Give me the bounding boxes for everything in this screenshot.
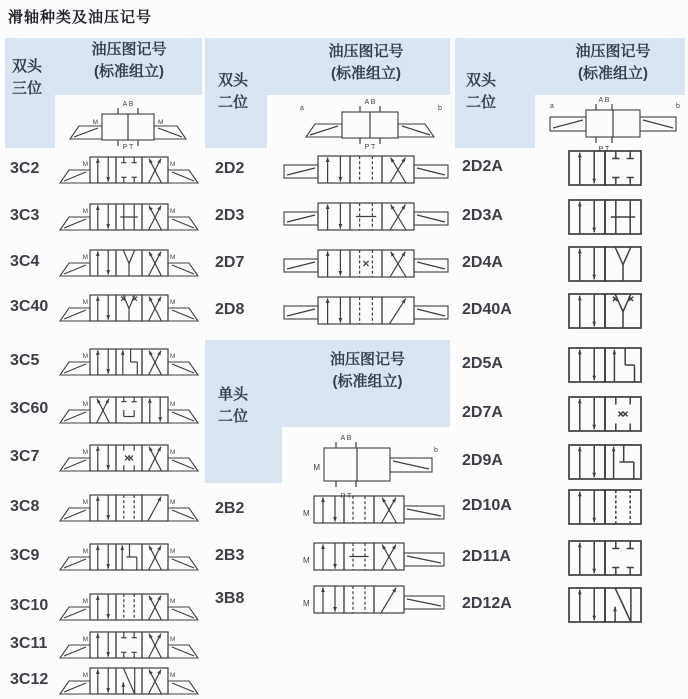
- header-symbol-mid: [294, 92, 446, 150]
- valve-code-2D12A: 2D12A: [462, 595, 512, 612]
- valve-symbol-2D40A: [567, 291, 643, 331]
- header-symbol-single: [286, 428, 454, 500]
- svg-text:M: M: [170, 353, 176, 360]
- symbol-header-title: 油压图记号: [329, 351, 405, 368]
- valve-symbol-2D11A: [567, 538, 643, 578]
- valve-code-2D9A: 2D9A: [462, 452, 503, 469]
- svg-text:M: M: [170, 636, 176, 643]
- svg-text:M: M: [170, 548, 176, 555]
- svg-text:M: M: [170, 161, 176, 168]
- svg-text:A B: A B: [364, 99, 376, 106]
- svg-text:P T: P T: [598, 146, 610, 152]
- symbol-header-sub: (标准组立): [332, 373, 403, 390]
- valve-symbol-2D8: [282, 293, 450, 329]
- valve-symbol-3C40: [56, 288, 202, 328]
- svg-text:M: M: [82, 636, 88, 643]
- symbol-header-sub: (标准组立): [331, 65, 401, 82]
- group-label-line: 二位: [466, 94, 497, 111]
- svg-text:M: M: [82, 449, 88, 456]
- svg-text:P T: P T: [340, 493, 352, 500]
- valve-symbol-3C9: [56, 537, 202, 577]
- svg-text:M: M: [82, 254, 88, 261]
- valve-symbol-2D12A: [567, 585, 643, 625]
- group-label-line: 单头: [218, 386, 249, 403]
- valve-symbol-3C2: [56, 150, 202, 190]
- svg-text:M: M: [82, 299, 88, 306]
- svg-text:M: M: [170, 449, 176, 456]
- group-label-double-two-a: [466, 70, 496, 114]
- svg-text:M: M: [82, 401, 88, 408]
- svg-text:P T: P T: [364, 144, 376, 150]
- valve-symbol-3C4: [56, 243, 202, 283]
- valve-code-3C3: 3C3: [10, 207, 40, 224]
- svg-text:a: a: [300, 105, 304, 112]
- svg-text:M: M: [170, 401, 176, 408]
- valve-symbol-3C8: [56, 488, 202, 528]
- valve-code-3C5: 3C5: [10, 352, 40, 369]
- svg-text:M: M: [170, 299, 176, 306]
- valve-symbol-3C10: [56, 587, 202, 627]
- group-label-single-two: [218, 384, 248, 428]
- symbol-header-title: 油压图记号: [575, 43, 651, 60]
- svg-text:M: M: [92, 119, 98, 126]
- valve-code-3C9: 3C9: [10, 547, 40, 564]
- svg-text:M: M: [170, 672, 176, 679]
- symbol-header-mid: [282, 41, 450, 85]
- svg-text:M: M: [82, 499, 88, 506]
- svg-text:M: M: [303, 509, 310, 518]
- valve-symbol-2B3: [300, 539, 450, 575]
- valve-code-2D3A: 2D3A: [462, 207, 503, 224]
- valve-symbol-2D3A: [567, 197, 643, 237]
- svg-text:M: M: [313, 463, 320, 472]
- valve-symbol-2D2: [282, 152, 450, 188]
- group-label-line: 二位: [218, 408, 249, 425]
- group-label-double-two: [218, 70, 248, 114]
- svg-text:b: b: [676, 103, 680, 110]
- valve-code-2D7A: 2D7A: [462, 404, 503, 421]
- svg-text:b: b: [438, 105, 442, 112]
- valve-symbol-2D7: [282, 246, 450, 282]
- svg-text:A B: A B: [122, 101, 134, 108]
- valve-code-3C40: 3C40: [10, 298, 49, 315]
- valve-symbol-2D3: [282, 199, 450, 235]
- svg-text:P T: P T: [122, 144, 134, 150]
- valve-code-2D3: 2D3: [215, 207, 245, 224]
- valve-code-2D2: 2D2: [215, 160, 245, 177]
- valve-code-3C7: 3C7: [10, 448, 40, 465]
- valve-code-2D8: 2D8: [215, 301, 245, 318]
- svg-text:M: M: [82, 161, 88, 168]
- valve-code-2B2: 2B2: [215, 500, 245, 517]
- valve-symbol-3C3: [56, 197, 202, 237]
- svg-text:a: a: [550, 103, 554, 110]
- svg-text:M: M: [303, 599, 310, 608]
- valve-code-3C11: 3C11: [10, 635, 48, 652]
- valve-code-3C2: 3C2: [10, 160, 40, 177]
- valve-symbol-3C11: [56, 625, 202, 665]
- valve-code-2D2A: 2D2A: [462, 158, 503, 175]
- header-symbol-right: [542, 90, 688, 152]
- group-label-line: 双头: [12, 58, 43, 75]
- symbol-header-left: [56, 39, 202, 83]
- valve-symbol-2D5A: [567, 345, 643, 385]
- symbol-header-title: 油压图记号: [91, 41, 167, 58]
- valve-symbol-2B2: [300, 492, 450, 528]
- group-label-line: 双头: [218, 72, 249, 89]
- group-label-line: 二位: [218, 94, 249, 111]
- svg-text:M: M: [82, 672, 88, 679]
- valve-symbol-2D7A: [567, 394, 643, 434]
- svg-text:b: b: [434, 447, 438, 454]
- symbol-header-single-two: [285, 349, 450, 393]
- valve-code-3C8: 3C8: [10, 498, 40, 515]
- symbol-header-right: [540, 41, 686, 85]
- header-symbol-left: [56, 96, 202, 150]
- svg-text:M: M: [170, 254, 176, 261]
- svg-text:M: M: [170, 499, 176, 506]
- valve-symbol-2D9A: [567, 442, 643, 482]
- valve-code-3C10: 3C10: [10, 597, 49, 614]
- valve-code-2D10A: 2D10A: [462, 497, 512, 514]
- symbol-header-sub: (标准组立): [94, 63, 164, 80]
- svg-text:A B: A B: [340, 435, 352, 442]
- valve-symbol-3C60: [56, 390, 202, 430]
- group-label-line: 三位: [12, 80, 43, 97]
- svg-text:M: M: [158, 119, 164, 126]
- valve-code-3C12: 3C12: [10, 671, 49, 688]
- valve-symbol-2D2A: [567, 148, 643, 188]
- valve-symbol-3C12: [56, 661, 202, 699]
- symbol-header-title: 油压图记号: [328, 43, 404, 60]
- svg-text:M: M: [303, 556, 310, 565]
- valve-symbol-3B8: [300, 582, 450, 618]
- svg-text:A B: A B: [598, 97, 610, 104]
- svg-text:M: M: [170, 598, 176, 605]
- valve-code-2B3: 2B3: [215, 547, 245, 564]
- valve-symbol-3C5: [56, 342, 202, 382]
- svg-text:M: M: [170, 208, 176, 215]
- valve-code-2D11A: 2D11A: [462, 548, 511, 565]
- svg-text:M: M: [82, 548, 88, 555]
- valve-symbol-3C7: [56, 438, 202, 478]
- valve-code-3C60: 3C60: [10, 400, 49, 417]
- valve-code-3C4: 3C4: [10, 253, 40, 270]
- valve-symbol-2D10A: [567, 487, 643, 527]
- valve-code-2D5A: 2D5A: [462, 355, 503, 372]
- valve-code-2D7: 2D7: [215, 254, 245, 271]
- group-label-double-three: [12, 56, 42, 100]
- symbol-header-sub: (标准组立): [578, 65, 648, 82]
- svg-text:M: M: [82, 353, 88, 360]
- group-label-line: 双头: [466, 72, 497, 89]
- page-title: 滑轴种类及油压记号: [8, 9, 153, 26]
- svg-text:M: M: [82, 208, 88, 215]
- valve-code-3B8: 3B8: [215, 590, 245, 607]
- valve-symbol-2D4A: [567, 244, 643, 284]
- valve-code-2D40A: 2D40A: [462, 301, 512, 318]
- valve-code-2D4A: 2D4A: [462, 254, 503, 271]
- svg-text:M: M: [82, 598, 88, 605]
